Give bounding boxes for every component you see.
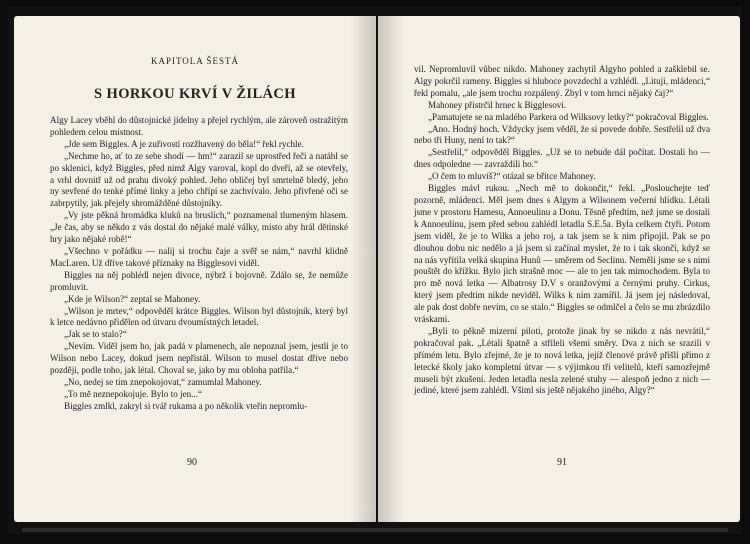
paragraph: „Byli to pěkně mizerní piloti, protože jinak by se nikdo z nás nevrátil,“ pokračoval pak. „Létali špatně a střileli všemi směry. Dva z nich se srazili v přímém letu. Bylo zřejmé, že je to nová letka, jejíž členové právě přišli přímo z letecké školy jako kompletní útvar — s výjimkou tří velitelů, kteří samozřejmě museli být zkušení. Jeden letadla nesla zelené stuhy — alespoň jedno z nich — jediné, které jsem zahlédl. Všiml sis ještě nějakého jiného, Algy?“ <box>414 325 710 396</box>
paragraph: „Nevím. Viděl jsem ho, jak padá v plamenech, ale nepoznal jsem, jestli je to Wilson nebo Lacey, dokud jsem nepřistál. Wilson to musel dostat dříve nebo později, podle toho, jak létal. Choval se, jako by mu obloha patřila.“ <box>50 341 348 376</box>
paragraph: Biggles na něj pohlédl nejen divoce, nýbrž i bojovně. Zdálo se, že nemůže promluvit. <box>50 269 348 292</box>
left-page-text <box>50 115 348 413</box>
paragraph: „Vy jste pěkná hromádka kluků na bruslích,“ poznamenal tlumeným hlasem. „Je čas, aby se někdo z vás dostal do nějaké malé války, místo aby hrál dětinské hry jako nějaké robě!“ <box>50 210 348 245</box>
paragraph: Biggles mávl rukou. „Nech mě to dokončit,“ řekl. „Poslouchejte teď pozorně, mládenci. Měl jsem dnes s Algym a Wilsonem večerní hlídku. Létali jsme v prostoru Hamesu, Annoeulinu a Donu. Těsně předtím, než jsme se dostali k Annoeulinu, jsem před sebou zahlédl letadla S.E.5a. Byla celkem čtyři. Potom jsem viděl, že je to Wilks a jeho roj, a tak jsem se k nim připojil. Pak se po dlouhou dobu nic nedělo a já jsem si začínal myslet, že to i tak skončí, když se na nás vyřítila velká skupina Hunů — směrem od Seclinu. Neměli jsme se s nimi pouštět do křížku. Bylo jich strašně moc — ale to jen tak mimochodem. Byla to pro mě nová letka — Albatrosy D.V s oranžovými a černými pruhy. Cirkus, který jsem předtím nikde neviděl. Wilks k nim zamířil. Já jsem jej následoval, ale pak dost dobře nevím, co se stalo.“ Biggles se odmlčel a čelo se mu zbrázdilo vráskami. <box>414 183 710 325</box>
paragraph: „Všechno v pořádku — nalij si trochu čaje a svěř se nám,“ navrhl klidně MacLaren. Už dříve takové příznaky na Bigglesovi viděl. <box>50 245 348 268</box>
paragraph: Biggles zmlkl, zakryl si tvář rukama a po několik vteřin nepromlu- <box>64 400 308 411</box>
page-number: 91 <box>557 457 567 468</box>
paragraph: „Jde sem Biggles. A je zuřivostí rozžhavený do běla!“ řekl rychle. <box>64 138 304 149</box>
chapter-heading: KAPITOLA ŠESTÁ <box>150 56 240 66</box>
gutter-shadow <box>378 16 404 522</box>
right-page <box>378 16 740 522</box>
chapter-title: S HORKOU KRVÍ V ŽILÁCH <box>94 86 296 102</box>
page-edge <box>22 528 728 532</box>
right-page-text <box>414 64 710 397</box>
paragraph: „Nechme ho, ať to ze sebe shodí — hm!“ zarazil se uprostřed řeči a natáhl se po sklenici, když Biggles, před nímž Algy varoval, kopl do dveří, až se otevřely, a vrhl dovnitř už od prahu divoký pohled. Jeho obličej byl smrtelně bledý, jeho ny sevřené do tenké přímé linky a jeho chřípí se zachvívalo. Jeho přivřené oči se zabrpytily, jak přejely shromážděné důstojníky. <box>50 150 348 209</box>
paragraph: vil. Nepromluvil vůbec nikdo. Mahoney zachytil Algyho pohled a zašklebil se. Algy pokrčil rameny. Biggles si hluboce povzdechl a vzhlédl. „Lituji, mládenci,“ řekl pomalu, „ale jsem trochu rozpálený. Zbyl v tom hrnci nějaký čaj?“ <box>414 64 710 98</box>
paragraph: „Jak se to stalo?“ <box>64 329 127 340</box>
left-page <box>14 16 376 522</box>
paragraph: „Sestřelil,“ odpověděl Biggles. „Už se to nebude dál počítat. Dostali ho — dnes odpoledne — zavraždili ho.“ <box>414 147 710 170</box>
paragraph: „Wilson je mrtev,“ odpověděl krátce Biggles. Wilson byl důstojník, který byl k letce nedávno přidělen od útvaru dvoumístných letadel. <box>50 305 348 328</box>
paragraph: „O čem to mluvíš?“ otázal se břitce Mahoney. <box>428 171 596 182</box>
paragraph: „Pamatujete se na mladého Parkera od Wilksovy letky?“ pokračoval Biggles. <box>428 111 709 122</box>
paragraph: „No, nedej se tím znepokojovat,“ zamumlal Mahoney. <box>64 376 262 387</box>
paragraph: „To mě neznepokojuje. Bylo to jen...“ <box>64 388 203 399</box>
paragraph: „Kde je Wilson?“ zeptal se Mahoney. <box>64 293 201 304</box>
paragraph: Algy Lacey vběhl do důstojnické jídelny a přejel rychlým, ale zároveň ostražitým pohledem celou místnost. <box>50 115 348 137</box>
paragraph: „Ano. Hodný hoch. Vždycky jsem věděl, že si povede dobře. Sestřelil už dva nebo tři Huny, není to tak?“ <box>414 123 710 146</box>
open-book <box>8 6 742 534</box>
paragraph: Mahoney přistrčil hrnec k Bigglesovi. <box>428 99 567 110</box>
page-number: 90 <box>187 457 197 468</box>
